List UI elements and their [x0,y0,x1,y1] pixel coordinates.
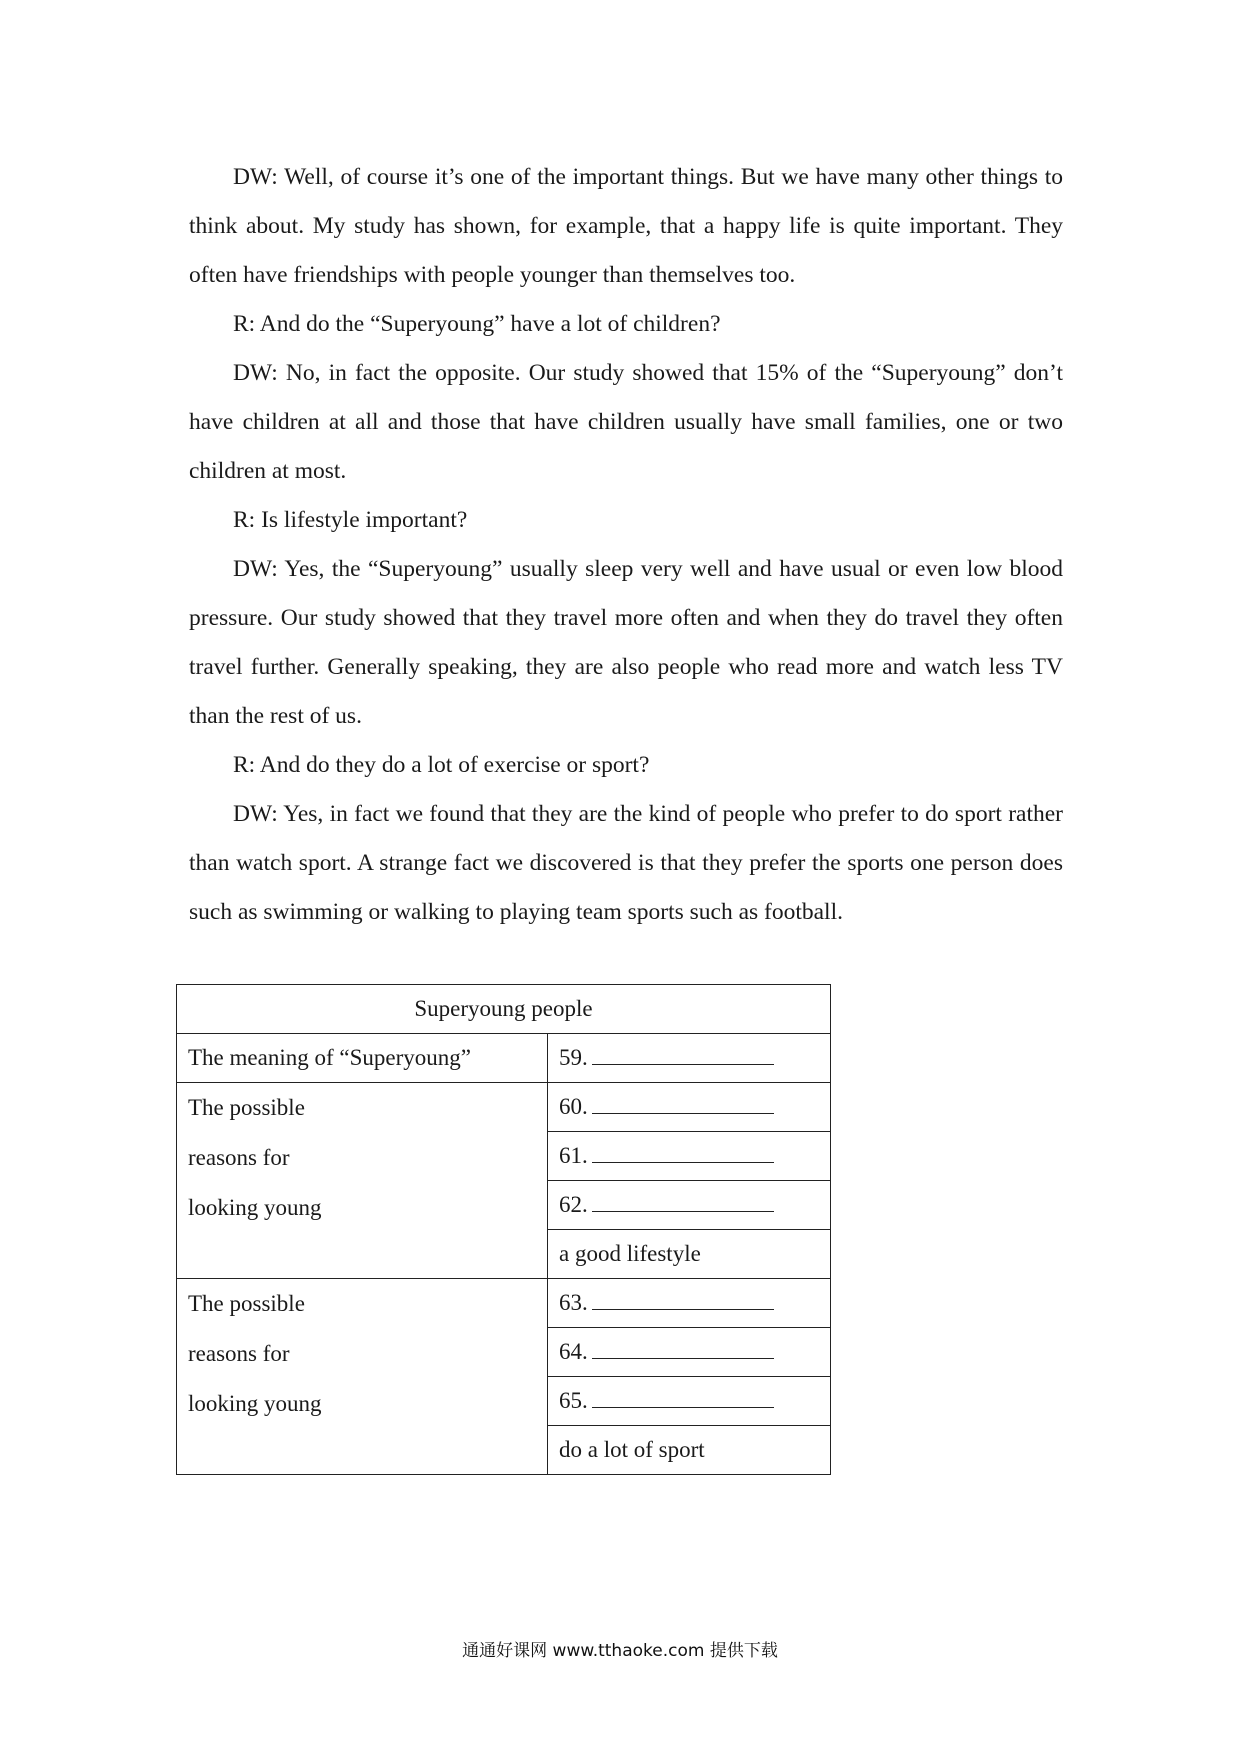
group-label-line: The possible [188,1095,305,1120]
table-row [177,1034,831,1083]
dialogue-paragraph: DW: Well, of course it’s one of the important things. But we have many other things to think about. My study has shown, for example, that a happy life is quite important. They often have friendships with people younger than themselves too. [189,164,1063,288]
dialogue-paragraph: DW: No, in fact the opposite. Our study showed that 15% of the “Superyoung” don’t have children at all and those that have children usually have small families, one or two children at most. [189,360,1063,484]
answer-blank[interactable] [592,1142,774,1163]
group-label [177,1279,548,1475]
item-number: 64. [559,1339,588,1364]
answer-cell [548,1034,831,1083]
answer-blank[interactable] [592,1191,774,1212]
item-number: 62. [559,1192,588,1217]
answer-table [176,984,831,1475]
table-row [177,985,831,1034]
answer-blank[interactable] [592,1338,774,1359]
meaning-label: The meaning of “Superyoung” [177,1034,548,1083]
group-label-line: The possible [188,1291,305,1316]
item-number: 60. [559,1094,588,1119]
dialogue-paragraph: R: And do they do a lot of exercise or sport? [233,752,650,778]
dialogue-text [189,153,1063,937]
group-label-line: reasons for [188,1341,290,1366]
page-footer: 通通好课网 www.tthaoke.com 提供下载 [462,1641,778,1661]
dialogue-paragraph: DW: Yes, in fact we found that they are the kind of people who prefer to do sport rather than watch sport. A strange fact we discovered is that they prefer the sports one person does such as swimming or walking to playing team sports such as football. [189,801,1063,925]
table-title: Superyoung people [177,985,831,1034]
answer-blank[interactable] [592,1289,774,1310]
answer-cell [548,1132,831,1181]
given-answer-cell: do a lot of sport [548,1426,831,1475]
group-label-line: reasons for [188,1145,290,1170]
answer-blank[interactable] [592,1093,774,1114]
item-number: 59. [559,1045,588,1070]
answer-cell [548,1328,831,1377]
dialogue-paragraph: R: And do the “Superyoung” have a lot of children? [233,311,721,337]
group-label-line: looking young [188,1195,322,1220]
given-answer-cell: a good lifestyle [548,1230,831,1279]
item-number: 65. [559,1388,588,1413]
dialogue-paragraph: DW: Yes, the “Superyoung” usually sleep very well and have usual or even low blood pressure. Our study showed that they travel more often and when they do travel they often travel further. Generally speaking, they are also people who read more and watch less TV than the rest of us. [189,556,1063,729]
dialogue-paragraph: R: Is lifestyle important? [233,507,468,533]
answer-cell [548,1377,831,1426]
answer-blank[interactable] [592,1387,774,1408]
item-number: 63. [559,1290,588,1315]
answer-cell [548,1083,831,1132]
answer-cell [548,1181,831,1230]
answer-cell [548,1279,831,1328]
table-row [177,1279,831,1328]
group-label-line: looking young [188,1391,322,1416]
answer-blank[interactable] [592,1044,774,1065]
group-label [177,1083,548,1279]
item-number: 61. [559,1143,588,1168]
table-row [177,1083,831,1132]
